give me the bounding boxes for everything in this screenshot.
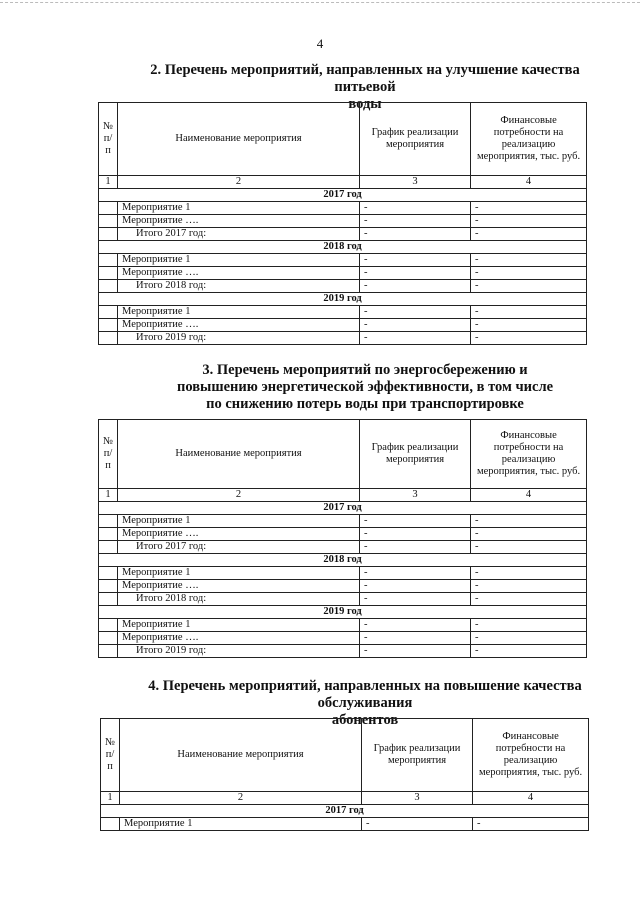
total-row bbox=[99, 280, 587, 293]
total-row bbox=[99, 593, 587, 606]
table-row bbox=[99, 515, 587, 528]
measure-name: Мероприятие 1 bbox=[120, 818, 362, 831]
finance-cell: - bbox=[471, 202, 587, 215]
year-label: 2018 год bbox=[99, 241, 587, 254]
table-row bbox=[101, 818, 589, 831]
finance-cell: - bbox=[471, 645, 587, 658]
total-label: Итого 2018 год: bbox=[118, 280, 360, 293]
schedule-cell: - bbox=[360, 567, 471, 580]
table-header-row bbox=[101, 719, 589, 792]
row-number bbox=[99, 267, 118, 280]
page-number: 4 bbox=[316, 36, 324, 51]
column-number: 2 bbox=[120, 792, 362, 805]
year-row bbox=[99, 606, 587, 619]
section-title: 3. Перечень мероприятий по энергосбережению и повышению энергетической эффективности, в том числе по снижению потерь воды при транспортировке bbox=[176, 362, 554, 412]
table-row bbox=[99, 632, 587, 645]
column-header: № п/п bbox=[99, 420, 118, 489]
total-row bbox=[99, 645, 587, 658]
finance-cell: - bbox=[471, 541, 587, 554]
measure-name: Мероприятие 1 bbox=[118, 515, 360, 528]
column-number-row bbox=[101, 792, 589, 805]
schedule-cell: - bbox=[360, 228, 471, 241]
table-row bbox=[99, 567, 587, 580]
row-number bbox=[99, 306, 118, 319]
finance-cell: - bbox=[471, 528, 587, 541]
section-title: 4. Перечень мероприятий, направленных на повышение качества обслуживания абонентов bbox=[148, 678, 582, 728]
measure-name: Мероприятие 1 bbox=[118, 306, 360, 319]
total-row bbox=[99, 228, 587, 241]
total-row bbox=[99, 332, 587, 345]
total-label: Итого 2019 год: bbox=[118, 332, 360, 345]
row-number bbox=[99, 580, 118, 593]
schedule-cell: - bbox=[362, 818, 473, 831]
schedule-cell: - bbox=[360, 528, 471, 541]
finance-cell: - bbox=[471, 319, 587, 332]
column-number: 3 bbox=[360, 489, 471, 502]
measure-name: Мероприятие 1 bbox=[118, 254, 360, 267]
year-row bbox=[101, 805, 589, 818]
schedule-cell: - bbox=[360, 332, 471, 345]
year-label: 2018 год bbox=[99, 554, 587, 567]
table-row bbox=[99, 619, 587, 632]
schedule-cell: - bbox=[360, 515, 471, 528]
measure-name: Мероприятие …. bbox=[118, 267, 360, 280]
measure-name: Мероприятие …. bbox=[118, 215, 360, 228]
schedule-cell: - bbox=[360, 645, 471, 658]
row-number bbox=[101, 818, 120, 831]
row-number bbox=[99, 332, 118, 345]
measures-table bbox=[98, 102, 587, 345]
row-number bbox=[99, 215, 118, 228]
row-number bbox=[99, 280, 118, 293]
year-row bbox=[99, 241, 587, 254]
table-row bbox=[99, 580, 587, 593]
schedule-cell: - bbox=[360, 541, 471, 554]
measure-name: Мероприятие 1 bbox=[118, 619, 360, 632]
table-row bbox=[99, 254, 587, 267]
finance-cell: - bbox=[471, 632, 587, 645]
finance-cell: - bbox=[471, 567, 587, 580]
schedule-cell: - bbox=[360, 593, 471, 606]
column-number: 2 bbox=[118, 176, 360, 189]
schedule-cell: - bbox=[360, 580, 471, 593]
total-label: Итого 2018 год: bbox=[118, 593, 360, 606]
column-header: Финансовые потребности на реализацию мероприятия, тыс. руб. bbox=[473, 719, 589, 792]
finance-cell: - bbox=[471, 515, 587, 528]
total-label: Итого 2017 год: bbox=[118, 541, 360, 554]
finance-cell: - bbox=[473, 818, 589, 831]
measure-name: Мероприятие 1 bbox=[118, 567, 360, 580]
schedule-cell: - bbox=[360, 202, 471, 215]
finance-cell: - bbox=[471, 619, 587, 632]
table-row bbox=[99, 267, 587, 280]
measure-name: Мероприятие …. bbox=[118, 528, 360, 541]
finance-cell: - bbox=[471, 215, 587, 228]
scan-top-edge bbox=[0, 2, 640, 3]
year-row bbox=[99, 502, 587, 515]
table-header-row bbox=[99, 420, 587, 489]
table-header-row bbox=[99, 103, 587, 176]
column-number: 4 bbox=[473, 792, 589, 805]
column-number: 1 bbox=[99, 176, 118, 189]
finance-cell: - bbox=[471, 593, 587, 606]
column-number: 4 bbox=[471, 176, 587, 189]
column-number: 2 bbox=[118, 489, 360, 502]
finance-cell: - bbox=[471, 254, 587, 267]
table-row bbox=[99, 215, 587, 228]
column-header: Финансовые потребности на реализацию мероприятия, тыс. руб. bbox=[471, 420, 587, 489]
row-number bbox=[99, 254, 118, 267]
column-header: Наименование мероприятия bbox=[120, 719, 362, 792]
schedule-cell: - bbox=[360, 215, 471, 228]
measure-name: Мероприятие …. bbox=[118, 580, 360, 593]
column-header: Наименование мероприятия bbox=[118, 420, 360, 489]
table-row bbox=[99, 319, 587, 332]
row-number bbox=[99, 619, 118, 632]
column-header: График реализации мероприятия bbox=[360, 103, 471, 176]
row-number bbox=[99, 515, 118, 528]
row-number bbox=[99, 528, 118, 541]
finance-cell: - bbox=[471, 267, 587, 280]
schedule-cell: - bbox=[360, 619, 471, 632]
column-number: 1 bbox=[99, 489, 118, 502]
column-header: Финансовые потребности на реализацию мероприятия, тыс. руб. bbox=[471, 103, 587, 176]
column-header: Наименование мероприятия bbox=[118, 103, 360, 176]
column-number-row bbox=[99, 489, 587, 502]
column-header: № п/п bbox=[101, 719, 120, 792]
year-row bbox=[99, 554, 587, 567]
column-header: График реализации мероприятия bbox=[360, 420, 471, 489]
row-number bbox=[99, 228, 118, 241]
row-number bbox=[99, 632, 118, 645]
finance-cell: - bbox=[471, 332, 587, 345]
finance-cell: - bbox=[471, 228, 587, 241]
measure-name: Мероприятие …. bbox=[118, 632, 360, 645]
year-label: 2017 год bbox=[101, 805, 589, 818]
year-label: 2017 год bbox=[99, 502, 587, 515]
schedule-cell: - bbox=[360, 254, 471, 267]
year-row bbox=[99, 293, 587, 306]
schedule-cell: - bbox=[360, 306, 471, 319]
column-number: 4 bbox=[471, 489, 587, 502]
column-number: 1 bbox=[101, 792, 120, 805]
measures-table bbox=[100, 718, 589, 831]
measure-name: Мероприятие …. bbox=[118, 319, 360, 332]
column-number: 3 bbox=[360, 176, 471, 189]
measure-name: Мероприятие 1 bbox=[118, 202, 360, 215]
total-row bbox=[99, 541, 587, 554]
table-row bbox=[99, 202, 587, 215]
finance-cell: - bbox=[471, 280, 587, 293]
row-number bbox=[99, 593, 118, 606]
measures-table bbox=[98, 419, 587, 658]
finance-cell: - bbox=[471, 580, 587, 593]
schedule-cell: - bbox=[360, 632, 471, 645]
table-row bbox=[99, 306, 587, 319]
column-number-row bbox=[99, 176, 587, 189]
row-number bbox=[99, 202, 118, 215]
column-number: 3 bbox=[362, 792, 473, 805]
schedule-cell: - bbox=[360, 319, 471, 332]
total-label: Итого 2017 год: bbox=[118, 228, 360, 241]
row-number bbox=[99, 541, 118, 554]
finance-cell: - bbox=[471, 306, 587, 319]
total-label: Итого 2019 год: bbox=[118, 645, 360, 658]
section-title: 2. Перечень мероприятий, направленных на улучшение качества питьевой воды bbox=[150, 62, 580, 112]
schedule-cell: - bbox=[360, 280, 471, 293]
row-number bbox=[99, 319, 118, 332]
year-label: 2019 год bbox=[99, 606, 587, 619]
table-row bbox=[99, 528, 587, 541]
column-header: График реализации мероприятия bbox=[362, 719, 473, 792]
year-row bbox=[99, 189, 587, 202]
row-number bbox=[99, 645, 118, 658]
row-number bbox=[99, 567, 118, 580]
schedule-cell: - bbox=[360, 267, 471, 280]
column-header: № п/п bbox=[99, 103, 118, 176]
year-label: 2017 год bbox=[99, 189, 587, 202]
year-label: 2019 год bbox=[99, 293, 587, 306]
